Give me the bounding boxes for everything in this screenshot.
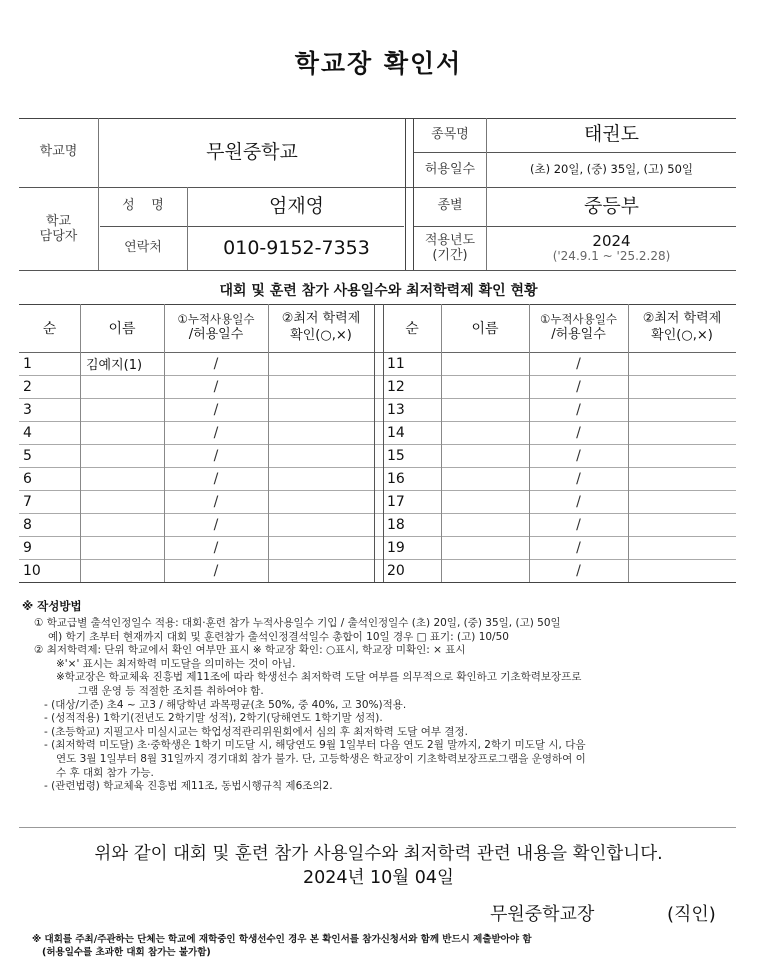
row-min-check <box>628 398 736 421</box>
category-label: 종별 <box>437 198 463 214</box>
row-min-check <box>628 467 736 490</box>
school-name: 무원중학교 <box>206 140 298 163</box>
method-line: ① 학교급별 출석인정일수 적용: 대회·훈련 참가 누적사용일수 기입 / 출석인정일수 (초) 20일, (중) 35일, (고) 50일 <box>34 617 561 629</box>
row-number: 18 <box>387 516 405 533</box>
method-line: 예) 학기 초부터 현재까지 대회 및 훈련참가 출석인정결석일수 총합이 10일 경우 □ 표기: (고) 10/50 <box>48 630 509 643</box>
name-label: 성 명 <box>122 198 164 214</box>
row-min-check <box>628 536 736 559</box>
info-divider-v <box>405 118 406 270</box>
header-days <box>529 304 628 352</box>
row-days: / <box>213 424 219 441</box>
row-name <box>447 559 529 582</box>
row-min-check <box>268 559 374 582</box>
event-value: 태권도 <box>583 123 640 146</box>
header-name: 이름 <box>108 321 136 337</box>
row-number: 2 <box>23 378 32 395</box>
row-number: 5 <box>23 447 32 464</box>
row-days: / <box>213 401 219 418</box>
row-name <box>447 536 529 559</box>
row-min-check <box>628 513 736 536</box>
row-days: / <box>213 470 219 487</box>
header-days-line: /허용일수 <box>188 327 244 343</box>
allowed-days-label: 허용일수 <box>424 161 476 177</box>
row-days: / <box>576 516 581 533</box>
row-days: / <box>213 447 219 464</box>
year-number: 2024 <box>592 231 631 250</box>
row-name <box>86 444 164 467</box>
row-number: 14 <box>387 424 405 441</box>
contact-person-label-line2: 담당자 <box>39 229 78 244</box>
row-min-check <box>628 352 736 375</box>
row-min-check <box>268 421 374 444</box>
row-number: 15 <box>387 447 405 464</box>
row-name <box>86 536 164 559</box>
allowed-days-value: (초) 20일, (중) 35일, (고) 50일 <box>529 162 694 177</box>
header-min-line: ②최저 학력제 <box>281 311 361 327</box>
row-min-check <box>628 490 736 513</box>
footer-note-2: (허용일수를 초과한 대회 참가는 불가함) <box>42 947 211 958</box>
contact-person-label-line1: 학교 <box>45 214 72 230</box>
row-min-check <box>628 421 736 444</box>
row-name <box>86 559 164 582</box>
row-number: 10 <box>23 562 41 579</box>
row-number: 1 <box>23 355 32 372</box>
event-label: 종목명 <box>431 126 469 142</box>
row-min-check <box>268 352 374 375</box>
signer: 무원중학교장 <box>490 904 595 925</box>
method-line: - (초등학교) 지필고사 미실시교는 학업성적관리위원회에서 심의 후 최저학력 도달 여부 결정. <box>44 725 468 738</box>
row-name <box>86 467 164 490</box>
method-line: ※'×' 표시는 최저학력 미도달을 의미하는 것이 아님. <box>56 657 296 670</box>
row-min-check <box>628 559 736 582</box>
row-number: 20 <box>387 562 405 579</box>
method-line: 그램 운영 등 적절한 조치를 취하여야 함. <box>78 684 264 697</box>
footer-note: ※ 대회를 주최/주관하는 단체는 학교에 재학중인 학생선수인 경우 본 확인서를 참가신청서와 함께 반드시 제출받아야 함 <box>32 934 532 945</box>
row-days: / <box>576 539 581 556</box>
row-min-check <box>268 467 374 490</box>
header-min-line: 확인(○,×) <box>290 328 352 343</box>
document-title: 학교장 확인서 <box>294 49 463 78</box>
header-name: 이름 <box>471 321 499 337</box>
contact-person-label <box>19 200 98 260</box>
section-title: 대회 및 훈련 참가 사용일수와 최저학력제 확인 현황 <box>219 283 538 299</box>
header-days-line: /허용일수 <box>551 327 606 343</box>
header-min <box>628 304 736 352</box>
row-number: 11 <box>387 355 405 372</box>
row-number: 8 <box>23 516 32 533</box>
row-name <box>86 490 164 513</box>
method-notes <box>34 617 734 794</box>
row-min-check <box>628 444 736 467</box>
seal-mark: (직인) <box>667 904 716 925</box>
row-min-check <box>268 536 374 559</box>
date-text: 2024년 10월 04일 <box>303 868 454 888</box>
name-value: 엄재영 <box>268 194 325 217</box>
category-value: 중등부 <box>583 194 640 217</box>
method-title: ※ 작성방법 <box>22 599 82 613</box>
row-name <box>447 375 529 398</box>
row-days: / <box>576 562 581 579</box>
phone-label: 연락처 <box>124 240 162 256</box>
row-name <box>447 444 529 467</box>
row-name <box>86 375 164 398</box>
header-days-line: ①누적사용일수 <box>540 312 617 327</box>
row-name <box>447 398 529 421</box>
grid-bottom-border <box>19 582 736 583</box>
row-number: 16 <box>387 470 405 487</box>
row-name <box>86 421 164 444</box>
row-days: / <box>576 424 581 441</box>
row-days: / <box>576 447 581 464</box>
row-min-check <box>628 375 736 398</box>
notes-divider <box>19 827 736 828</box>
row-name <box>447 490 529 513</box>
row-name <box>447 467 529 490</box>
row-number: 17 <box>387 493 405 510</box>
row-number: 12 <box>387 378 405 395</box>
header-min-line: ②최저 학력제 <box>642 311 722 327</box>
header-min-line: 확인(○,×) <box>651 328 713 343</box>
year-label-line2: (기간) <box>432 247 468 263</box>
row-days: / <box>576 470 581 487</box>
info-divider <box>19 270 736 271</box>
row-min-check <box>268 375 374 398</box>
method-line: - (대상/기준) 초4 ~ 고3 / 해당학년 과목평균(초 50%, 중 40%, 고 30%)적용. <box>44 698 407 711</box>
method-line: - (최저학력 미도달) 초·중학생은 1학기 미도달 시, 해당연도 9월 1일부터 다음 연도 2월 말까지, 2학기 미도달 시, 다음 <box>44 739 586 752</box>
method-line: ※학교장은 학교체육 진흥법 제11조에 따라 학생선수 최저학력 도달 여부를 의무적으로 확인하고 기초학력보장프로 <box>56 671 582 684</box>
header-no: 순 <box>42 321 57 337</box>
row-number: 19 <box>387 539 405 556</box>
row-days: / <box>213 378 219 395</box>
grid-split-line <box>374 304 375 582</box>
method-line: 연도 3월 1일부터 8월 31일까지 경기대회 참가 불가. 단, 고등학생은 학교장이 기초학력보장프로그램을 운영하여 이 <box>56 752 586 765</box>
row-number: 9 <box>23 539 32 556</box>
row-min-check <box>268 490 374 513</box>
row-days: / <box>576 401 581 418</box>
method-line: ② 최저학력제: 단위 학교에서 확인 여부만 표시 ※ 학교장 확인: ○표시, 학교장 미확인: × 표시 <box>34 644 466 657</box>
row-name <box>86 513 164 536</box>
row-number: 7 <box>23 493 32 510</box>
row-number: 13 <box>387 401 405 418</box>
row-min-check <box>268 398 374 421</box>
row-days: / <box>213 516 219 533</box>
row-days: / <box>213 355 219 372</box>
row-name <box>447 352 529 375</box>
row-days: / <box>213 562 219 579</box>
year-label-line1: 적용년도 <box>424 232 476 248</box>
row-days: / <box>576 493 581 510</box>
row-min-check <box>268 444 374 467</box>
row-min-check <box>268 513 374 536</box>
row-name: 김예지(1) <box>86 358 143 373</box>
row-number: 6 <box>23 470 32 487</box>
method-line: - (성적적용) 1학기(전년도 2학기말 성적), 2학기(당해연도 1학기말 성적). <box>44 712 383 725</box>
confirm-text: 위와 같이 대회 및 훈련 참가 사용일수와 최저학력 관련 내용을 확인합니다. <box>94 844 663 864</box>
row-number: 4 <box>23 424 32 441</box>
method-line: 수 후 대회 참가 가능. <box>56 766 154 779</box>
year-value <box>487 227 736 270</box>
year-label <box>414 227 486 270</box>
header-days-line: ①누적사용일수 <box>177 312 255 327</box>
header-days <box>164 304 268 352</box>
row-days: / <box>576 355 581 372</box>
year-period: ('24.9.1 ~ '25.2.28) <box>552 249 671 264</box>
row-number: 3 <box>23 401 32 418</box>
row-days: / <box>213 493 219 510</box>
school-label: 학교명 <box>39 144 78 160</box>
method-line: - (관련법령) 학교체육 진흥법 제11조, 동법시행규칙 제6조의2. <box>44 780 333 793</box>
row-days: / <box>213 539 219 556</box>
header-no: 순 <box>405 321 419 337</box>
row-name <box>86 398 164 421</box>
phone-value: 010-9152-7353 <box>223 236 370 259</box>
row-name <box>447 513 529 536</box>
header-min <box>268 304 374 352</box>
row-days: / <box>576 378 581 395</box>
row-name <box>447 421 529 444</box>
